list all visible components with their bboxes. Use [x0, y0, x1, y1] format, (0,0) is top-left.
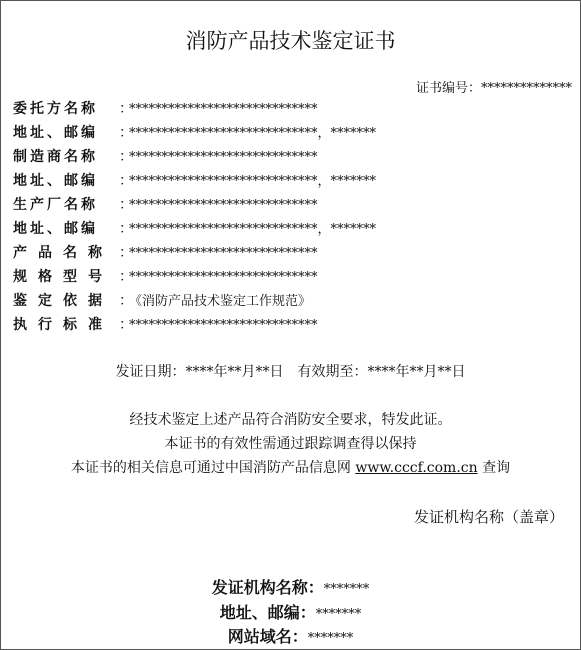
field-client-name [13, 97, 376, 121]
field-colon: ： [119, 197, 133, 213]
cccf-website-link[interactable]: www.cccf.com.cn [355, 460, 478, 476]
valid-until-label: 有效期至： [297, 364, 368, 380]
field-value: ***************************** [129, 246, 318, 261]
field-product-name [13, 241, 376, 265]
issuing-org-seal-line: 发证机构名称（盖章） [413, 508, 564, 526]
field-manufacturer-address [13, 169, 376, 193]
certificate-number-value: ************** [481, 81, 572, 96]
field-client-address [13, 121, 376, 145]
footer-org-value: ******* [323, 582, 370, 597]
field-label: 生产厂名称 [13, 197, 98, 213]
field-value: 《消防产品技术鉴定工作规范》 [129, 294, 312, 309]
field-label: 规格型号 [13, 269, 113, 285]
field-colon: ： [119, 125, 133, 141]
field-basis [13, 289, 376, 313]
field-standard [13, 313, 376, 337]
certificate-number-label: 证书编号： [415, 81, 481, 96]
field-value: ***************************** [129, 102, 318, 117]
field-value: ***************************** [129, 150, 318, 165]
certificate-title: 消防产品技术鉴定证书 [185, 29, 396, 53]
field-label: 制造商名称 [13, 149, 98, 165]
field-colon: ： [119, 101, 133, 117]
field-value: ***************************** [129, 198, 318, 213]
footer-address-value: ******* [315, 607, 362, 622]
field-colon: ： [119, 245, 133, 261]
statement-line-3 [1, 457, 580, 477]
footer-address [1, 600, 580, 623]
field-colon: ： [119, 173, 133, 189]
certificate-dates [1, 361, 580, 381]
field-model [13, 265, 376, 289]
issue-date-label: 发证日期： [115, 364, 186, 380]
field-value: ***************************** [129, 270, 318, 285]
statement-line-2: 本证书的有效性需通过跟踪调查得以保持 [164, 436, 417, 452]
field-label: 地址、邮编 [13, 173, 98, 189]
statement-line-3-suffix: 查询 [477, 460, 511, 476]
field-colon: ： [119, 149, 133, 165]
field-colon: ： [119, 221, 133, 237]
field-manufacturer-name [13, 145, 376, 169]
field-value: *****************************，******* [129, 174, 377, 189]
field-label: 地址、邮编 [13, 221, 98, 237]
field-colon: ： [119, 317, 133, 333]
footer-website [1, 624, 580, 647]
valid-until-value: ****年**月**日 [367, 364, 466, 380]
field-label: 委托方名称 [13, 101, 98, 117]
field-value: *****************************，******* [129, 126, 377, 141]
field-value: *****************************，******* [129, 222, 377, 237]
footer-org [1, 575, 580, 598]
certificate-number [416, 77, 572, 96]
issue-date-value: ****年**月**日 [185, 364, 284, 380]
field-label: 产品名称 [13, 245, 113, 261]
statement-line-1: 经技术鉴定上述产品符合消防安全要求，特发此证。 [129, 412, 452, 428]
footer-org-label: 发证机构名称： [211, 578, 324, 597]
field-factory-address [13, 217, 376, 241]
footer-address-label: 地址、邮编： [219, 603, 316, 622]
certificate-fields [13, 97, 376, 337]
field-value: ***************************** [129, 318, 318, 333]
field-colon: ： [119, 269, 133, 285]
field-colon: ： [119, 293, 133, 309]
field-label: 执行标准 [13, 317, 113, 333]
field-label: 地址、邮编 [13, 125, 98, 141]
footer-website-label: 网站域名： [227, 627, 308, 646]
field-label: 鉴定依据 [13, 293, 113, 309]
statement-line-3-prefix: 本证书的相关信息可通过中国消防产品信息网 [70, 460, 356, 476]
footer-website-value: ******* [307, 631, 354, 646]
field-factory-name [13, 193, 376, 217]
